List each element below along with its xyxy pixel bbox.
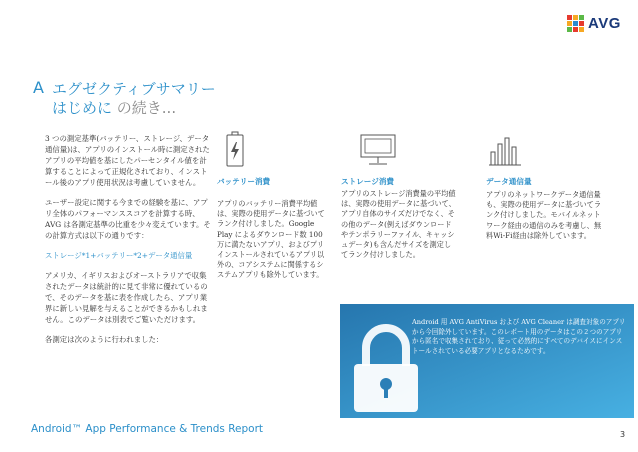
column-heading-battery: バッテリー消費 xyxy=(217,177,271,186)
score-formula: ストレージ*1+バッテリー*2+データ通信量 xyxy=(45,251,193,260)
column-body-storage: アプリのストレージ消費量の平均値は、実際の使用データに基づいて、アプリ自体のサイズだけでなく、その他のデータ(例えばダウンロードやテンポラリーファイル、キャッシュデータ)も含んだサイズを測定してランク付けしました。 xyxy=(341,189,456,260)
page-number: 3 xyxy=(620,430,626,439)
bar-chart-icon xyxy=(487,134,523,170)
subtitle-main: はじめに xyxy=(52,99,113,117)
avg-logo xyxy=(566,14,630,36)
column-heading-storage: ストレージ消費 xyxy=(341,177,395,186)
column-heading-data: データ通信量 xyxy=(486,177,532,186)
subtitle-continued: の続き... xyxy=(112,99,177,117)
page-title: エグゼクティブサマリー xyxy=(52,80,216,98)
column-body-data: アプリのネットワークデータ通信量も、実際の使用データに基づいてランク付けしました。モバイルネットワーク経由の通信のみを考慮し、無料Wi-Fi経由は除外しています。 xyxy=(486,190,602,240)
storage-icon xyxy=(359,133,397,171)
measurement-intro: 各測定は次のように行われました： xyxy=(45,335,164,344)
intro-paragraph: 3 つの測定基準(バッテリー、ストレージ、データ通信量)は、アプリのインストール時に測定されたアプリの平均値を基にしたパーセンタイル値を計算することによって正規化されており、インストール後のアプリ使用状況は考慮していません。 xyxy=(45,134,210,187)
logo-text: AVG xyxy=(588,15,621,32)
report-title: Android™ App Performance & Trends Report xyxy=(31,423,264,435)
avg-logo-icon xyxy=(566,14,586,34)
left-column xyxy=(45,133,211,354)
column-body-battery: アプリのバッテリー消費平均値は、実際の使用データに基づいてランク付けしました。Google Play によるダウンロード数 100 万に満たないアプリ、およびプリインストールされているアプリ以外の、コアシステムに関係するシステムアプリも除外しています。 xyxy=(217,199,325,280)
exclusion-note: Android 用 AVG AntiVirus および AVG Cleaner は調査対象のアプリから今回除外しています。このレポート用のデータはこの２つのアプリから匿名で収集されており、従って必然的にすべてのデバイスにインストールされている必要アプリとなるためです。 xyxy=(412,318,626,355)
section-letter: A xyxy=(33,78,44,97)
battery-icon xyxy=(226,131,244,171)
page-subtitle xyxy=(52,97,176,118)
weighting-paragraph: ユーザー設定に関する今までの経験を基に、アプリ全体のパフォーマンススコアを計算する時、AVG は各測定基準の比重を少々変えています。その計算方式は以下の通りです： xyxy=(45,198,211,240)
data-source-paragraph: アメリカ、イギリスおよびオーストラリアで収集されたデータは統計的に見て非常に優れているので、そのデータを基に表を作成したら、アプリ業界に新しい見解を与えることができるかもしれません。このデータは別表でご覧いただけます。 xyxy=(45,271,208,324)
